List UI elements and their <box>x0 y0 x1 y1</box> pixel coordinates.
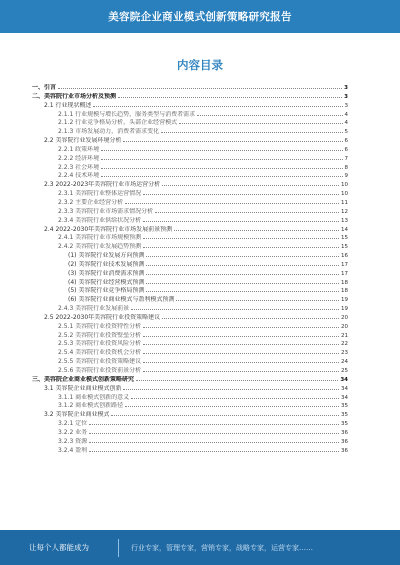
report-title: 美容院企业商业模式创新策略研究报告 <box>108 11 292 23</box>
toc-entry-title: 2.3 2022-2023年美容院行业市场运营分析 <box>44 181 161 189</box>
toc-dot-leader <box>111 415 339 416</box>
toc-dot-leader <box>89 442 339 443</box>
toc-entry[interactable] <box>32 155 348 164</box>
toc-dot-leader <box>162 318 339 319</box>
toc-entry-title: 3.2.3 资源 <box>58 437 88 445</box>
toc-dot-leader <box>143 362 339 363</box>
toc-dot-leader <box>125 203 339 204</box>
toc-entry[interactable] <box>32 243 348 252</box>
toc-entry-title: 2.3.4 美容院行业供给状况分析 <box>58 216 142 224</box>
toc-entry[interactable] <box>32 394 348 403</box>
toc-entry-title: 2.5 2022-2030年美容院行业投资策略建议 <box>44 313 161 321</box>
toc-entry[interactable] <box>32 146 348 155</box>
toc-page-number: 17 <box>341 270 348 277</box>
toc-entry-title: 2.1.2 行业竞争格局分析，头部企业经营模式 <box>58 119 178 127</box>
toc-page-number: 5 <box>344 129 348 136</box>
toc-entry-title: 2.5.1 美容院行业投资特性分析 <box>58 322 142 330</box>
toc-page-number: 19 <box>341 297 348 304</box>
toc-page-number: 19 <box>341 306 348 313</box>
toc-entry-title: 2.5.5 美容院行业投资策略建议 <box>58 358 142 366</box>
toc-entry-title: 2.4 2022-2030年美容院行业市场发展前景预测 <box>44 225 173 233</box>
toc-dot-leader <box>101 168 342 169</box>
toc-dot-leader <box>174 230 339 231</box>
toc-entry-title: 2.5.3 美容院行业投资风险分析 <box>58 340 142 348</box>
toc-entry-title: 一、引言 <box>32 84 57 91</box>
toc-entry[interactable] <box>32 340 348 349</box>
toc-entry[interactable] <box>32 438 348 447</box>
toc-entry[interactable] <box>32 314 348 323</box>
footer-slogan: 让每个人都能成为 <box>29 543 89 552</box>
toc-entry[interactable] <box>32 376 348 385</box>
toc-dot-leader <box>93 106 342 107</box>
toc-entry[interactable] <box>32 84 348 93</box>
toc-dot-leader <box>179 123 342 124</box>
toc-page-number: 20 <box>341 323 348 330</box>
toc-dot-leader <box>146 283 339 284</box>
toc-dot-leader <box>143 221 339 222</box>
toc-heading: 内容目录 <box>177 58 223 72</box>
toc-entry[interactable] <box>32 287 348 296</box>
toc-entry-title: (4) 美容院行业经营模式预测 <box>68 278 145 286</box>
footer-bar <box>0 530 400 565</box>
toc-page-number: 36 <box>341 438 348 445</box>
toc-page-number: 23 <box>341 350 348 357</box>
toc-entry-title: 3.2 美容院企业商业模式 <box>44 411 110 419</box>
toc-entry-title: 2.3.1 美容院行业整体运营情况 <box>58 190 142 198</box>
toc-dot-leader <box>143 194 339 195</box>
toc-entry[interactable] <box>32 447 348 456</box>
toc-page-number: 20 <box>341 314 348 321</box>
toc-page-number: 16 <box>341 253 348 260</box>
toc-dot-leader <box>125 406 339 407</box>
toc-dot-leader <box>146 256 339 257</box>
toc-dot-leader <box>143 353 339 354</box>
toc-entry-title: 3.2.1 定位 <box>58 420 88 428</box>
toc-page-number: 9 <box>344 173 348 180</box>
toc-dot-leader <box>143 247 339 248</box>
toc-dot-leader <box>146 265 339 266</box>
toc-dot-leader <box>89 433 339 434</box>
toc-page-number: 15 <box>341 244 348 251</box>
toc-entry[interactable] <box>32 296 348 305</box>
toc-entry[interactable] <box>32 234 348 243</box>
toc-entry[interactable] <box>32 252 348 261</box>
toc-dot-leader <box>176 300 339 301</box>
toc-page-number: 6 <box>344 146 348 153</box>
toc-page-number: 21 <box>341 332 348 339</box>
toc-entry[interactable] <box>32 190 348 199</box>
toc-entry[interactable] <box>32 305 348 314</box>
toc-dot-leader <box>123 141 342 142</box>
toc-entry-title: 2.1.1 行业规模与增长趋势，服务类型与消费者需求 <box>58 110 196 118</box>
toc-entry[interactable] <box>32 332 348 341</box>
toc-entry-title: 2.1 行业现状概述 <box>44 101 92 109</box>
toc-dot-leader <box>143 371 339 372</box>
toc-dot-leader <box>118 97 342 98</box>
toc-dot-leader <box>143 327 339 328</box>
toc-entry-title: 三、美容院企业商业模式创新策略研究 <box>32 375 135 383</box>
toc-entry-title: 2.2.2 经济环境 <box>58 154 100 162</box>
toc-entry[interactable] <box>32 111 348 120</box>
toc-entry[interactable] <box>32 270 348 279</box>
toc-entry-title: 2.5.6 美容院行业投资前景分析 <box>58 367 142 374</box>
toc-entry[interactable] <box>32 385 348 394</box>
toc-entry[interactable] <box>32 323 348 332</box>
toc-entry[interactable] <box>32 199 348 208</box>
toc-dot-leader <box>89 451 339 452</box>
toc-entry-title: (6) 美容院行业商业模式与盈利模式预测 <box>68 296 175 304</box>
toc-dot-leader <box>101 159 342 160</box>
toc-entry[interactable] <box>32 402 348 411</box>
toc-page-number: 34 <box>340 376 348 383</box>
toc-entry-title: 2.5.4 美容院行业投资机会分析 <box>58 349 142 357</box>
toc-entry-title: (2) 美容院行业技术发展预测 <box>68 260 145 268</box>
toc-page-number: 36 <box>341 429 348 436</box>
toc-page-number: 7 <box>344 155 348 162</box>
footer-tagline: 行业专家，管理专家，营销专家，战略专家，运营专家…… <box>131 543 313 552</box>
toc-dot-leader <box>143 344 339 345</box>
toc-entry[interactable] <box>32 208 348 217</box>
toc-entry-title: 2.4.2 美容院行业发展趋势预测 <box>58 243 142 251</box>
toc-dot-leader <box>131 398 339 399</box>
toc-page-number: 17 <box>341 261 348 268</box>
toc-page-number: 35 <box>341 412 348 419</box>
toc-dot-leader <box>155 212 339 213</box>
toc-page-number: 14 <box>341 226 348 233</box>
toc-entry-title: 2.5.2 美容院行业投资壁垒分析 <box>58 331 142 339</box>
toc-entry-title: 2.3.2 主要企业经营分析 <box>58 198 124 206</box>
toc-entry[interactable] <box>32 93 348 102</box>
toc-entry[interactable] <box>32 181 348 190</box>
toc-entry[interactable] <box>32 164 348 173</box>
toc-entry-title: 2.2 美容院行业发展环境分析 <box>44 137 122 145</box>
toc-dot-leader <box>146 291 339 292</box>
toc-entry[interactable] <box>32 279 348 288</box>
toc-entry-title: 2.2.3 社会环境 <box>58 163 100 171</box>
toc-entry-title: 二、美容院行业市场分析及预测 <box>32 92 117 100</box>
toc-page-number: 34 <box>341 394 348 401</box>
toc-page-number: 35 <box>341 403 348 410</box>
toc-dot-leader <box>101 176 342 177</box>
toc-entry-title: (5) 美容院行业竞争格局预测 <box>68 287 145 295</box>
toc-dot-leader <box>197 115 342 116</box>
toc-page-number: 34 <box>341 385 348 392</box>
toc-page-number: 18 <box>341 288 348 295</box>
toc-entry[interactable] <box>32 102 348 111</box>
toc-entry[interactable] <box>32 411 348 420</box>
toc-entry-title: 3.1.2 商业模式创新路径 <box>58 402 124 410</box>
toc-dot-leader <box>101 150 342 151</box>
toc-page-number: 3 <box>344 102 348 109</box>
toc-entry-title: (1) 美容院行业发展方向预测 <box>68 252 145 260</box>
toc-page-number: 25 <box>341 368 348 374</box>
toc-page-number: 22 <box>341 341 348 348</box>
toc-entry-title: 2.3.3 美容院行业市场需求情况分析 <box>58 207 154 215</box>
toc-page-number: 6 <box>344 138 348 145</box>
toc-page-number: 8 <box>344 164 348 171</box>
toc-entry-title: 3.2.2 业务 <box>58 428 88 436</box>
toc-entry-title: 3.1.1 商业模式创新的意义 <box>58 393 130 401</box>
toc-entry-title: 3.2.4 盈利 <box>58 446 88 454</box>
toc-entry[interactable] <box>32 217 348 226</box>
toc-page-number: 4 <box>344 120 348 127</box>
toc-dot-leader <box>161 132 342 133</box>
toc-page-number: 3 <box>344 85 348 91</box>
toc-page-number: 35 <box>341 421 348 428</box>
report-header-bar <box>0 0 400 33</box>
toc-dot-leader <box>136 380 338 381</box>
toc-page-number: 24 <box>341 359 348 366</box>
toc-entry[interactable] <box>32 429 348 438</box>
toc-entry[interactable] <box>32 420 348 429</box>
toc-entry[interactable] <box>32 137 348 146</box>
toc-page-number: 18 <box>341 279 348 286</box>
toc-page-number: 12 <box>341 208 348 215</box>
toc-page-number: 11 <box>341 199 348 206</box>
toc-entry[interactable] <box>32 358 348 367</box>
toc-dot-leader <box>131 309 339 310</box>
toc-entry[interactable] <box>32 119 348 128</box>
toc-dot-leader <box>143 238 339 239</box>
toc-page-number: 3 <box>344 93 348 100</box>
toc-entry[interactable] <box>32 349 348 358</box>
toc-page-number: 10 <box>341 182 348 189</box>
toc-page-number: 15 <box>341 235 348 242</box>
toc-entry-title: 2.2.1 政策环境 <box>58 145 100 153</box>
toc-entry-title: 3.1 美容院企业商业模式创新 <box>44 384 122 392</box>
toc-page-number: 10 <box>341 191 348 198</box>
toc-dot-leader <box>58 88 342 89</box>
toc-entry-title: (3) 美容院行业消费需求预测 <box>68 269 145 277</box>
toc-entry[interactable] <box>32 226 348 235</box>
toc-page-number: 4 <box>344 111 348 118</box>
toc-dot-leader <box>123 389 339 390</box>
toc-dot-leader <box>146 274 339 275</box>
toc-page-number: 13 <box>341 217 348 224</box>
toc-dot-leader <box>89 424 339 425</box>
toc-entry[interactable] <box>32 128 348 137</box>
toc-entry[interactable] <box>32 367 348 376</box>
toc-entry-title: 2.2.4 技术环境 <box>58 172 100 180</box>
toc-entry-title: 2.4.1 美容院行业市场规模预测 <box>58 234 142 242</box>
toc-dot-leader <box>162 185 339 186</box>
toc-entry-title: 2.4.3 美容院行业发展前景 <box>58 305 130 313</box>
toc-entry[interactable] <box>32 172 348 181</box>
toc-entry-title: 2.1.3 市场发展动力，消费者需求变化 <box>58 128 160 136</box>
table-of-contents <box>32 84 348 455</box>
toc-dot-leader <box>143 336 339 337</box>
toc-entry[interactable] <box>32 261 348 270</box>
toc-page-number: 36 <box>341 447 348 454</box>
